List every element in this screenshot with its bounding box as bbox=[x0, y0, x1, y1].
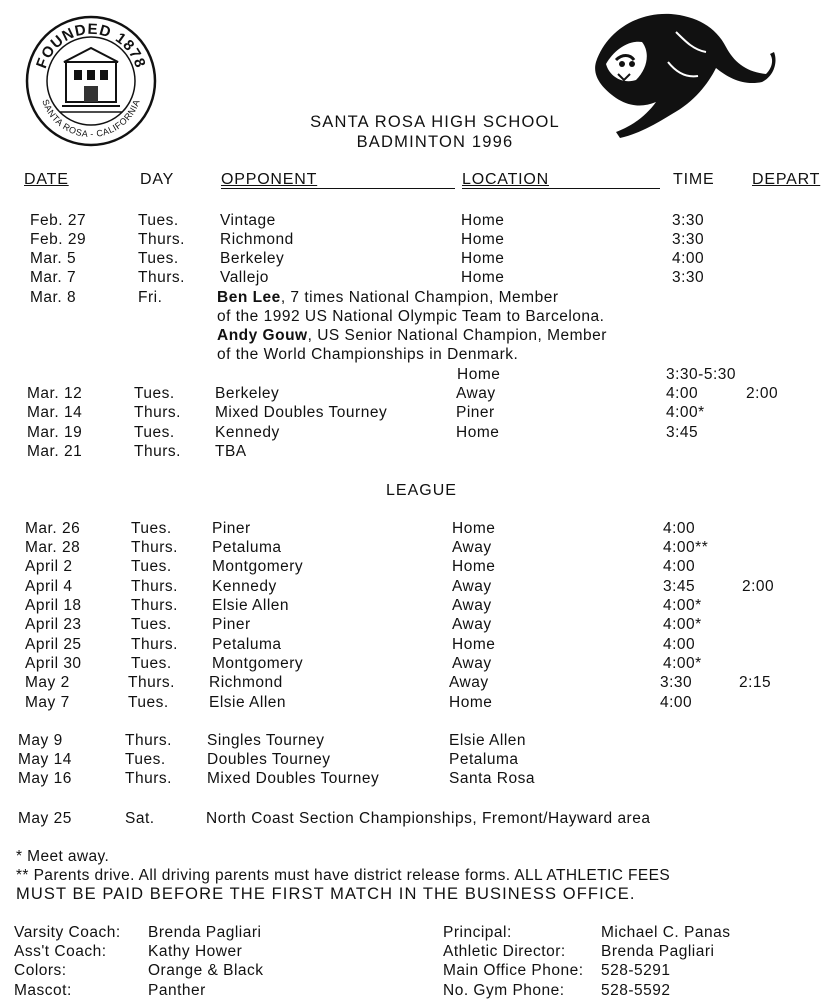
row-date: Mar. 12 bbox=[27, 385, 83, 402]
staff-value: Brenda Pagliari bbox=[148, 924, 262, 941]
row-date: Mar. 28 bbox=[25, 539, 81, 556]
row-depart: 2:00 bbox=[742, 578, 775, 595]
seal-top-text: FOUNDED 1878 bbox=[33, 20, 149, 71]
row-opponent: Kennedy bbox=[215, 424, 280, 441]
staff-label: Principal: bbox=[443, 924, 512, 941]
row-day: Tues. bbox=[138, 212, 179, 229]
row-day: Thurs. bbox=[131, 636, 178, 653]
row-time: 4:00 bbox=[660, 694, 693, 711]
row-location: Piner bbox=[456, 404, 495, 421]
event-line-4: of the World Championships in Denmark. bbox=[217, 346, 519, 363]
event-line-3: Andy Gouw, US Senior National Champion, Member bbox=[217, 327, 607, 344]
row-opponent: Montgomery bbox=[212, 655, 304, 672]
row-date: April 2 bbox=[25, 558, 73, 575]
staff-value: 528-5592 bbox=[601, 982, 671, 999]
row-day: Tues. bbox=[134, 385, 175, 402]
row-location: Away bbox=[452, 655, 492, 672]
staff-label: Mascot: bbox=[14, 982, 72, 999]
row-day: Thurs. bbox=[125, 732, 172, 749]
row-day: Thurs. bbox=[138, 269, 185, 286]
row-day: Tues. bbox=[131, 616, 172, 633]
row-time: 3:30 bbox=[672, 212, 705, 229]
note-meet-away: * Meet away. bbox=[16, 848, 110, 865]
row-date: May 9 bbox=[18, 732, 63, 749]
row-location: Home bbox=[461, 231, 505, 248]
row-opponent: Doubles Tourney bbox=[207, 751, 331, 768]
row-time: 3:30 bbox=[672, 269, 705, 286]
row-location: Home bbox=[461, 250, 505, 267]
row-day: Thurs. bbox=[138, 231, 185, 248]
row-date: May 16 bbox=[18, 770, 72, 787]
school-title: SANTA ROSA HIGH SCHOOL bbox=[310, 113, 560, 131]
row-time: 4:00 bbox=[663, 520, 696, 537]
row-location: Petaluma bbox=[449, 751, 519, 768]
header-depart: DEPART bbox=[752, 171, 821, 188]
event-line-2: of the 1992 US National Olympic Team to Barcelona. bbox=[217, 308, 605, 325]
staff-value: 528-5291 bbox=[601, 962, 671, 979]
row-day: Thurs. bbox=[128, 674, 175, 691]
row-opponent: TBA bbox=[215, 443, 247, 460]
panther-mascot-icon bbox=[576, 2, 776, 142]
row-day: Tues. bbox=[125, 751, 166, 768]
header-location: LOCATION bbox=[462, 171, 550, 188]
row-time: 4:00 bbox=[672, 250, 705, 267]
row-date: Mar. 5 bbox=[30, 250, 77, 267]
row-date: April 18 bbox=[25, 597, 82, 614]
row-location: Away bbox=[452, 578, 492, 595]
row-opponent: Kennedy bbox=[212, 578, 277, 595]
staff-value: Kathy Hower bbox=[148, 943, 243, 960]
row-day: Thurs. bbox=[131, 578, 178, 595]
row-location: Away bbox=[456, 385, 496, 402]
row-day: Tues. bbox=[131, 655, 172, 672]
row-day: Sat. bbox=[125, 810, 155, 827]
staff-value: Brenda Pagliari bbox=[601, 943, 715, 960]
row-location: Away bbox=[449, 674, 489, 691]
staff-label: Athletic Director: bbox=[443, 943, 566, 960]
row-time: 3:45 bbox=[663, 578, 696, 595]
row-date: Mar. 14 bbox=[27, 404, 83, 421]
row-location: Santa Rosa bbox=[449, 770, 535, 787]
row-opponent: Piner bbox=[212, 616, 251, 633]
row-time: 4:00 bbox=[666, 385, 699, 402]
row-time: 4:00* bbox=[663, 616, 702, 633]
row-opponent: Mixed Doubles Tourney bbox=[215, 404, 388, 421]
row-location: Away bbox=[452, 597, 492, 614]
row-opponent: Piner bbox=[212, 520, 251, 537]
row-opponent: Mixed Doubles Tourney bbox=[207, 770, 380, 787]
guest-name-1: Ben Lee bbox=[217, 289, 281, 306]
row-date: April 25 bbox=[25, 636, 82, 653]
row-event: North Coast Section Championships, Fremont/Hayward area bbox=[206, 810, 651, 827]
row-location: Elsie Allen bbox=[449, 732, 527, 749]
row-date: April 4 bbox=[25, 578, 73, 595]
row-opponent: Petaluma bbox=[212, 636, 282, 653]
row-opponent: Vallejo bbox=[220, 269, 269, 286]
row-time: 3:45 bbox=[666, 424, 699, 441]
row-date: April 30 bbox=[25, 655, 82, 672]
staff-label: Varsity Coach: bbox=[14, 924, 121, 941]
row-location: Home bbox=[452, 520, 496, 537]
location-underline bbox=[462, 188, 660, 189]
row-date: Mar. 8 bbox=[30, 289, 77, 306]
row-time: 3:30 bbox=[660, 674, 693, 691]
row-date: May 2 bbox=[25, 674, 70, 691]
league-heading: LEAGUE bbox=[386, 482, 457, 499]
row-depart: 2:15 bbox=[739, 674, 772, 691]
sport-title: BADMINTON 1996 bbox=[356, 133, 514, 151]
row-date: Mar. 7 bbox=[30, 269, 77, 286]
row-day: Thurs. bbox=[134, 404, 181, 421]
row-depart: 2:00 bbox=[746, 385, 779, 402]
row-time: 4:00* bbox=[663, 597, 702, 614]
row-day: Thurs. bbox=[131, 539, 178, 556]
row-day: Tues. bbox=[131, 520, 172, 537]
row-time: 4:00* bbox=[663, 655, 702, 672]
row-opponent: Elsie Allen bbox=[209, 694, 287, 711]
row-opponent: Singles Tourney bbox=[207, 732, 325, 749]
header-date: DATE bbox=[24, 171, 69, 188]
row-date: April 23 bbox=[25, 616, 82, 633]
row-location: Home bbox=[461, 212, 505, 229]
row-date: Mar. 21 bbox=[27, 443, 83, 460]
school-seal bbox=[24, 14, 158, 148]
staff-value: Orange & Black bbox=[148, 962, 264, 979]
row-time: 3:30 bbox=[672, 231, 705, 248]
row-date: Feb. 27 bbox=[30, 212, 87, 229]
row-date: May 25 bbox=[18, 810, 72, 827]
row-day: Thurs. bbox=[125, 770, 172, 787]
row-date: Feb. 29 bbox=[30, 231, 87, 248]
row-opponent: Richmond bbox=[220, 231, 294, 248]
guest-name-2: Andy Gouw bbox=[217, 327, 308, 344]
staff-label: Main Office Phone: bbox=[443, 962, 584, 979]
row-day: Fri. bbox=[138, 289, 163, 306]
row-date: May 7 bbox=[25, 694, 70, 711]
row-time: 4:00** bbox=[663, 539, 709, 556]
row-opponent: Berkeley bbox=[220, 250, 285, 267]
row-date: Mar. 19 bbox=[27, 424, 83, 441]
row-day: Tues. bbox=[138, 250, 179, 267]
note-parents-drive: ** Parents drive. All driving parents must have district release forms. ALL ATHLETIC FEES bbox=[16, 867, 671, 884]
svg-text:FOUNDED 1878 bbox=[33, 21, 149, 71]
staff-label: Ass't Coach: bbox=[14, 943, 107, 960]
event-line-1: Ben Lee, 7 times National Champion, Member bbox=[217, 289, 559, 306]
row-location: Home bbox=[456, 424, 500, 441]
row-time: 4:00 bbox=[663, 558, 696, 575]
row-time: 3:30-5:30 bbox=[666, 366, 736, 383]
row-day: Tues. bbox=[128, 694, 169, 711]
row-location: Home bbox=[452, 636, 496, 653]
staff-value: Panther bbox=[148, 982, 206, 999]
opponent-underline bbox=[221, 188, 455, 189]
row-day: Thurs. bbox=[134, 443, 181, 460]
row-opponent: Berkeley bbox=[215, 385, 280, 402]
row-location: Home bbox=[452, 558, 496, 575]
row-opponent: Petaluma bbox=[212, 539, 282, 556]
row-time: 4:00 bbox=[663, 636, 696, 653]
note-fees: MUST BE PAID BEFORE THE FIRST MATCH IN THE BUSINESS OFFICE. bbox=[16, 885, 636, 903]
row-opponent: Montgomery bbox=[212, 558, 304, 575]
row-location: Away bbox=[452, 539, 492, 556]
header-day: DAY bbox=[140, 171, 175, 188]
row-opponent: Richmond bbox=[209, 674, 283, 691]
school-building-icon bbox=[60, 48, 122, 112]
staff-label: No. Gym Phone: bbox=[443, 982, 565, 999]
row-opponent: Vintage bbox=[220, 212, 276, 229]
row-date: May 14 bbox=[18, 751, 72, 768]
row-location: Home bbox=[449, 694, 493, 711]
staff-label: Colors: bbox=[14, 962, 67, 979]
row-day: Thurs. bbox=[131, 597, 178, 614]
row-location: Home bbox=[457, 366, 501, 383]
row-time: 4:00* bbox=[666, 404, 705, 421]
row-opponent: Elsie Allen bbox=[212, 597, 290, 614]
row-location: Away bbox=[452, 616, 492, 633]
row-location: Home bbox=[461, 269, 505, 286]
seal-bottom-text: SANTA ROSA - CALIFORNIA bbox=[40, 97, 142, 140]
row-day: Tues. bbox=[134, 424, 175, 441]
row-date: Mar. 26 bbox=[25, 520, 81, 537]
staff-value: Michael C. Panas bbox=[601, 924, 731, 941]
header-time: TIME bbox=[673, 171, 715, 188]
header-opponent: OPPONENT bbox=[221, 171, 318, 188]
row-day: Tues. bbox=[131, 558, 172, 575]
